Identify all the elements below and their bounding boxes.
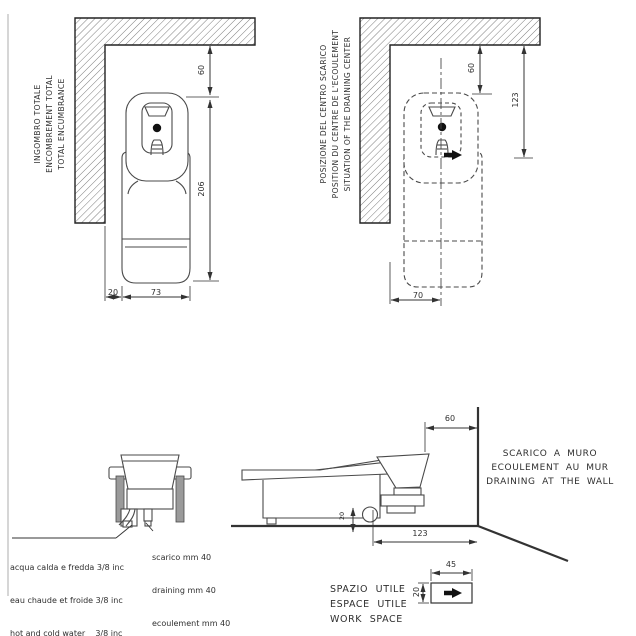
- caption-line-en: WORK SPACE: [330, 614, 403, 625]
- connection-leader-lines: [12, 523, 153, 538]
- caption-line-en: SITUATION OF THE DRAINING CENTER: [343, 36, 352, 192]
- caption-line-en: TOTAL ENCUMBRANCE: [57, 78, 66, 170]
- dim-label-73: 73: [150, 288, 162, 297]
- dim-label-123-top-right: 123: [511, 92, 520, 108]
- water-line-it: acqua calda e fredda 3/8 inc: [10, 563, 124, 572]
- chair-top-view-dashed: [404, 93, 482, 287]
- dim-label-45: 45: [445, 560, 457, 569]
- chair-top-view-solid: [122, 93, 190, 283]
- side-view-unit: [242, 454, 429, 524]
- drain-line-fr: ecoulement mm 40: [152, 619, 231, 628]
- dim-label-60-top-left: 60: [197, 64, 206, 76]
- dim-label-60-top-right: 60: [467, 62, 476, 74]
- caption-line-fr: ECOULEMENT AU MUR: [491, 463, 609, 473]
- drain-line-it: scarico mm 40: [152, 553, 212, 562]
- workspace-caption: [330, 582, 407, 627]
- caption-line-it: SCARICO A MURO: [502, 449, 598, 459]
- drain-connection-text: [152, 530, 230, 636]
- dim-label-60-side: 60: [444, 414, 456, 423]
- water-line-fr: eau chaude et froide 3/8 inc: [10, 596, 123, 605]
- caption-line-fr: POSITION DU CENTRE DE L'ECOULEMENT: [331, 29, 340, 199]
- water-line-en: hot and cold water 3/8 inc: [10, 629, 123, 636]
- caption-line-it: POSIZIONE DEL CENTRO SCARICO: [319, 44, 328, 184]
- draining-center-caption: [318, 19, 354, 209]
- caption-line-fr: ENCOMBREMENT TOTAL: [45, 75, 54, 173]
- caption-line-it: INGOMBRO TOTALE: [33, 84, 42, 164]
- dim-label-drain-height: 20: [338, 511, 346, 521]
- caption-line-fr: ESPACE UTILE: [330, 599, 408, 610]
- dim-label-20-top-left: 20: [107, 288, 119, 297]
- rear-view-unit: [109, 455, 191, 527]
- dim-label-20-workspace: 20: [412, 586, 421, 598]
- total-encumbrance-caption: [32, 37, 68, 211]
- drain-line-en: draining mm 40: [152, 586, 216, 595]
- water-connection-text: [10, 540, 124, 636]
- dim-label-123-side: 123: [412, 529, 428, 538]
- dim-label-206: 206: [197, 181, 206, 197]
- caption-line-en: DRAINING AT THE WALL: [486, 477, 614, 487]
- dim-label-70: 70: [412, 291, 424, 300]
- caption-line-it: SPAZIO UTILE: [330, 584, 406, 595]
- draining-at-wall-caption: [482, 447, 618, 489]
